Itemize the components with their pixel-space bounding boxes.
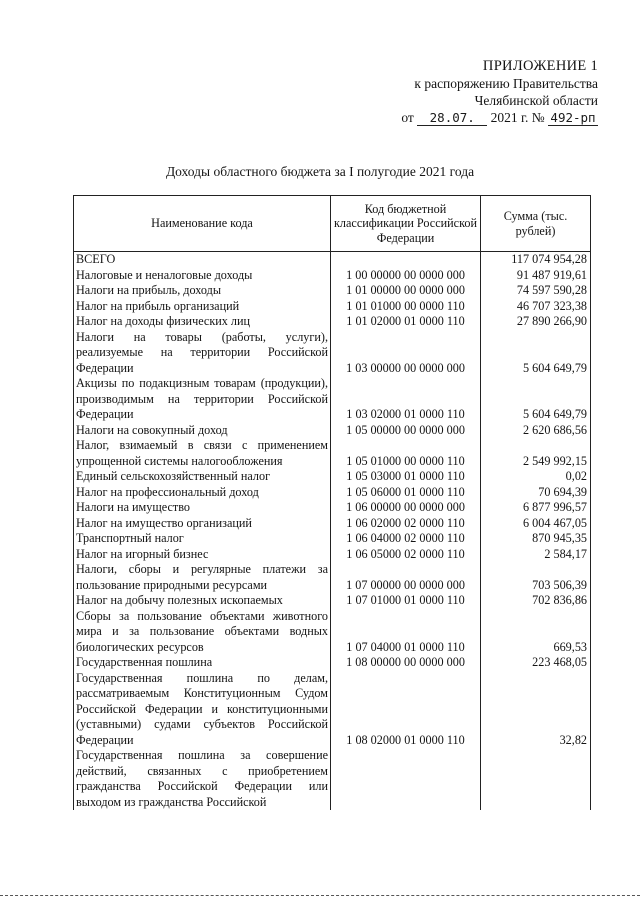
row-name: Налог, взимаемый в связи с применением упрощенной системы налогообложения [74, 438, 331, 469]
row-sum: 6 877 996,57 [481, 500, 591, 516]
row-name: Налоги на товары (работы, услуги), реализуемые на территории Российской Федерации [74, 330, 331, 377]
row-code: 1 07 00000 00 0000 000 [331, 562, 481, 593]
row-code: 1 01 01000 00 0000 110 [331, 299, 481, 315]
row-sum: 46 707 323,38 [481, 299, 591, 315]
row-sum: 27 890 266,90 [481, 314, 591, 330]
table-row [74, 299, 591, 315]
row-code: 1 06 02000 02 0000 110 [331, 516, 481, 532]
row-name: Налог на имущество организаций [74, 516, 331, 532]
row-name: Налоги, сборы и регулярные платежи за пользование природными ресурсами [74, 562, 331, 593]
row-sum [481, 748, 591, 810]
row-name: Налоги на имущество [74, 500, 331, 516]
row-sum: 2 584,17 [481, 547, 591, 563]
table-row [74, 283, 591, 299]
row-sum: 5 604 649,79 [481, 330, 591, 377]
handwritten-number: 492-рп [548, 111, 598, 126]
row-code: 1 07 04000 01 0000 110 [331, 609, 481, 656]
appendix-region-line: Челябинской области [474, 93, 598, 108]
row-name: Транспортный налог [74, 531, 331, 547]
row-code: 1 06 05000 02 0000 110 [331, 547, 481, 563]
table-row [74, 593, 591, 609]
table-row [74, 485, 591, 501]
row-code: 1 06 00000 00 0000 000 [331, 500, 481, 516]
header-code: Код бюджетной классификации Российской Федерации [331, 196, 481, 252]
table-row [74, 330, 591, 377]
row-sum: 870 945,35 [481, 531, 591, 547]
row-code: 1 05 06000 01 0000 110 [331, 485, 481, 501]
handwritten-date: 28.07. [417, 111, 487, 126]
row-sum: 702 836,86 [481, 593, 591, 609]
row-name: Налог на профессиональный доход [74, 485, 331, 501]
table-row [74, 609, 591, 656]
from-label: от [401, 110, 414, 125]
row-sum: 669,53 [481, 609, 591, 656]
row-sum: 117 074 954,28 [481, 252, 591, 268]
row-code [331, 252, 481, 268]
row-name: Единый сельскохозяйственный налог [74, 469, 331, 485]
row-name: ВСЕГО [74, 252, 331, 268]
row-name: Налог на доходы физических лиц [74, 314, 331, 330]
row-sum: 6 004 467,05 [481, 516, 591, 532]
table-row [74, 516, 591, 532]
appendix-decree-line: к распоряжению Правительства [414, 76, 598, 91]
table-row [74, 438, 591, 469]
row-code: 1 05 01000 00 0000 110 [331, 438, 481, 469]
table-row [74, 671, 591, 749]
table-row [74, 562, 591, 593]
row-sum: 2 620 686,56 [481, 423, 591, 439]
row-sum: 5 604 649,79 [481, 376, 591, 423]
row-name: Государственная пошлина за совершение действий, связанных с приобретением гражданства Российской Федерации или выходом из гражданства Российской [74, 748, 331, 810]
row-code: 1 01 02000 01 0000 110 [331, 314, 481, 330]
page-bottom-edge [0, 895, 640, 896]
table-row [74, 655, 591, 671]
row-sum: 2 549 992,15 [481, 438, 591, 469]
row-name: Налог на игорный бизнес [74, 547, 331, 563]
row-name: Налог на добычу полезных ископаемых [74, 593, 331, 609]
table-header-row [74, 196, 591, 252]
row-name: Налоги на совокупный доход [74, 423, 331, 439]
row-sum: 74 597 590,28 [481, 283, 591, 299]
row-code: 1 07 01000 01 0000 110 [331, 593, 481, 609]
row-name: Акцизы по подакцизным товарам (продукции), производимым на территории Российской Федерации [74, 376, 331, 423]
table-row [74, 314, 591, 330]
row-sum: 70 694,39 [481, 485, 591, 501]
row-name: Налоги на прибыль, доходы [74, 283, 331, 299]
row-name: Сборы за пользование объектами животного мира и за пользование объектами водных биологических ресурсов [74, 609, 331, 656]
header-sum: Сумма (тыс. рублей) [481, 196, 591, 252]
table-row [74, 252, 591, 268]
year-number-label: 2021 г. № [490, 110, 545, 125]
table-row [74, 268, 591, 284]
row-code: 1 03 00000 00 0000 000 [331, 330, 481, 377]
header-name: Наименование кода [74, 196, 331, 252]
row-code: 1 05 00000 00 0000 000 [331, 423, 481, 439]
row-sum: 32,82 [481, 671, 591, 749]
row-name: Государственная пошлина [74, 655, 331, 671]
table-row [74, 547, 591, 563]
row-name: Налог на прибыль организаций [74, 299, 331, 315]
document-title: Доходы областного бюджета за I полугодие 2021 года [165, 164, 475, 179]
row-code: 1 08 02000 01 0000 110 [331, 671, 481, 749]
row-sum: 0,02 [481, 469, 591, 485]
table-row [74, 376, 591, 423]
row-code [331, 748, 481, 810]
row-sum: 91 487 919,61 [481, 268, 591, 284]
table-row [74, 748, 591, 810]
appendix-block [378, 58, 598, 126]
row-code: 1 00 00000 00 0000 000 [331, 268, 481, 284]
row-code: 1 06 04000 02 0000 110 [331, 531, 481, 547]
table-row [74, 531, 591, 547]
row-name: Налоговые и неналоговые доходы [74, 268, 331, 284]
revenue-table [73, 195, 591, 810]
row-code: 1 08 00000 00 0000 000 [331, 655, 481, 671]
row-sum: 223 468,05 [481, 655, 591, 671]
appendix-title: ПРИЛОЖЕНИЕ 1 [482, 58, 598, 74]
row-code: 1 03 02000 01 0000 110 [331, 376, 481, 423]
row-code: 1 01 00000 00 0000 000 [331, 283, 481, 299]
row-name: Государственная пошлина по делам, рассматриваемым Конституционным Судом Российской Федерации и конституционными (уставными) судами субъектов Российской Федерации [74, 671, 331, 749]
table-row [74, 469, 591, 485]
table-row [74, 500, 591, 516]
row-code: 1 05 03000 01 0000 110 [331, 469, 481, 485]
row-sum: 703 506,39 [481, 562, 591, 593]
appendix-date-line [378, 109, 598, 126]
table-row [74, 423, 591, 439]
